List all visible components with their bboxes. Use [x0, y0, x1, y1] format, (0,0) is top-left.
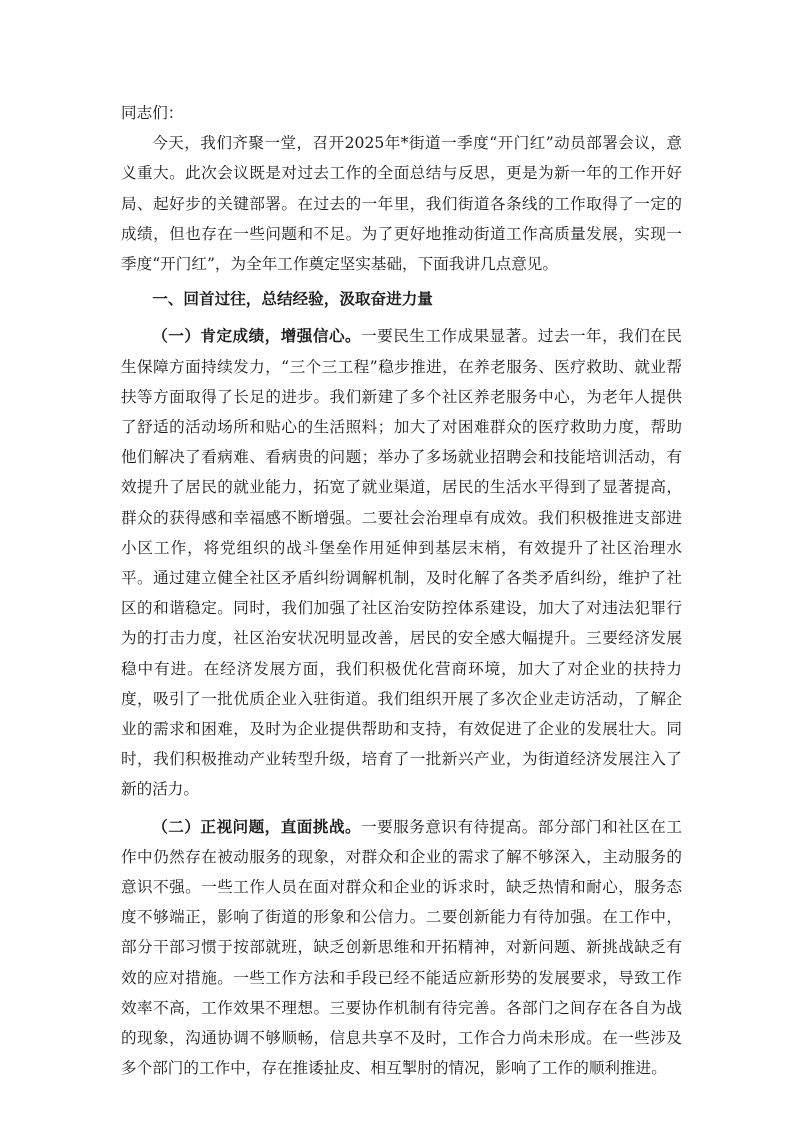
subsection-1-title: （一）肯定成绩，增强信心。: [152, 326, 362, 346]
subsection-2-body: 一要服务意识有待提高。部分部门和社区在工作中仍然存在被动服务的现象，对群众和企业的需求了解不够深入，主动服务的意识不强。一些工作人员在面对群众和企业的诉求时，缺乏热情和耐心，服务态度不够端正，影响了街道的形象和公信力。二要创新能力有待加强。在工作中，部分干部习惯于按部就班，缺乏创新思维和开拓精神，对新问题、新挑战缺乏有效的应对措施。一些工作方法和手段已经不能适应新形势的发展要求，导致工作效率不高，工作效果不理想。三要协作机制有待完善。各部门之间存在各自为战的现象，沟通协调不够顺畅，信息共享不及时，工作合力尚未形成。在一些涉及多个部门的工作中，存在推诿扯皮、相互掣肘的情况，影响了工作的顺利推进。: [121, 817, 682, 1078]
subsection-2-paragraph: [121, 812, 682, 1084]
document-body: [121, 98, 682, 1084]
salutation: 同志们：: [121, 104, 184, 122]
subsection-1-paragraph: [121, 321, 682, 804]
subsection-1-body: 一要民生工作成果显著。过去一年，我们在民生保障方面持续发力，“三个三工程”稳步推进，在养老服务、医疗救助、就业帮扶等方面取得了长足的进步。我们新建了多个社区养老服务中心，为老年人提供了舒适的活动场所和贴心的生活照料；加大了对困难群众的医疗救助力度，帮助他们解决了看病难、看病贵的问题；举办了多场就业招聘会和技能培训活动，有效提升了居民的就业能力，拓宽了就业渠道，居民的生活水平得到了显著提高，群众的获得感和幸福感不断增强。二要社会治理卓有成效。我们积极推进支部进小区工作，将党组织的战斗堡垒作用延伸到基层末梢，有效提升了社区治理水平。通过建立健全社区矛盾纠纷调解机制，及时化解了各类矛盾纠纷，维护了社区的和谐稳定。同时，我们加强了社区治安防控体系建设，加大了对违法犯罪行为的打击力度，社区治安状况明显改善，居民的安全感大幅提升。三要经济发展稳中有进。在经济发展方面，我们积极优化营商环境，加大了对企业的扶持力度，吸引了一批优质企业入驻街道。我们组织开展了多次企业走访活动，了解企业的需求和困难，及时为企业提供帮助和支持，有效促进了企业的发展壮大。同时，我们积极推动产业转型升级，培育了一批新兴产业，为街道经济发展注入了新的活力。: [121, 327, 682, 799]
section-heading: 一、回首过往，总结经验，汲取奋进力量: [152, 289, 433, 309]
intro-paragraph: 今天，我们齐聚一堂，召开2025年*街道一季度“开门红”动员部署会议，意义重大。此次会议既是对过去工作的全面总结与反思，更是为新一年的工作开好局、起好步的关键部署。在过去的一年里，我们街道各条线的工作取得了一定的成绩，但也存在一些问题和不足。为了更好地推动街道工作高质量发展，实现一季度“开门红”，为全年工作奠定坚实基础，下面我讲几点意见。: [121, 134, 682, 274]
subsection-2-title: （二）正视问题，直面挑战。: [152, 816, 362, 836]
